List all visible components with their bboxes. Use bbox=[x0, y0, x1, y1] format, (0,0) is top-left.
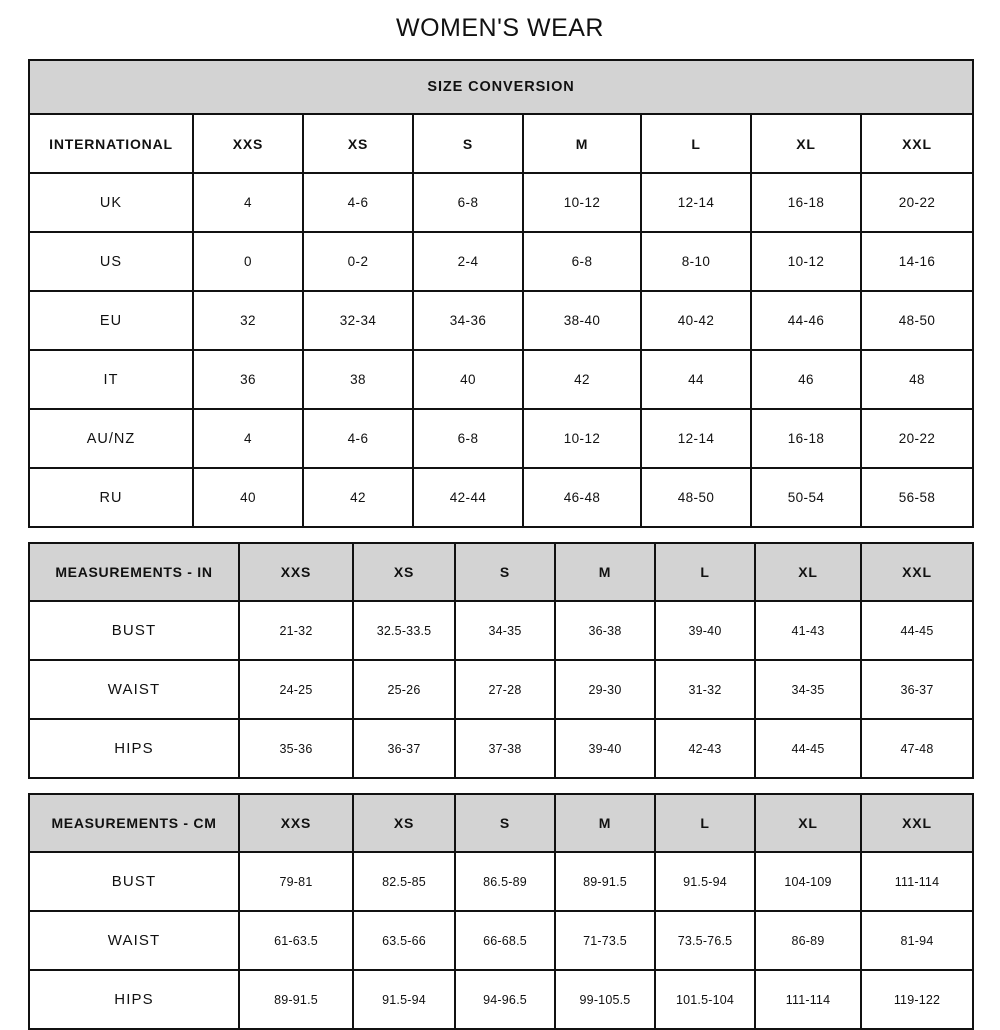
table-cell: 46-48 bbox=[523, 468, 641, 527]
table-cell: 2-4 bbox=[413, 232, 523, 291]
size-conversion-header-row bbox=[29, 114, 973, 173]
column-header-measurements-cm: MEASUREMENTS - CM bbox=[29, 794, 239, 852]
table-row bbox=[29, 719, 973, 778]
table-cell: 42-44 bbox=[413, 468, 523, 527]
table-row bbox=[29, 852, 973, 911]
row-label: BUST bbox=[29, 852, 239, 911]
table-cell: 16-18 bbox=[751, 173, 861, 232]
table-cell: 35-36 bbox=[239, 719, 353, 778]
table-cell: 10-12 bbox=[523, 173, 641, 232]
column-header-l: L bbox=[641, 114, 751, 173]
table-cell: 31-32 bbox=[655, 660, 755, 719]
table-row bbox=[29, 660, 973, 719]
table-cell: 101.5-104 bbox=[655, 970, 755, 1029]
table-cell: 63.5-66 bbox=[353, 911, 455, 970]
table-cell: 94-96.5 bbox=[455, 970, 555, 1029]
table-cell: 42 bbox=[303, 468, 413, 527]
table-cell: 56-58 bbox=[861, 468, 973, 527]
table-cell: 21-32 bbox=[239, 601, 353, 660]
column-header-m: M bbox=[523, 114, 641, 173]
table-cell: 34-36 bbox=[413, 291, 523, 350]
table-cell: 41-43 bbox=[755, 601, 861, 660]
table-cell: 38 bbox=[303, 350, 413, 409]
table-cell: 27-28 bbox=[455, 660, 555, 719]
measurements-inches-header-row bbox=[29, 543, 973, 601]
row-label: EU bbox=[29, 291, 193, 350]
column-header-xxl: XXL bbox=[861, 794, 973, 852]
measurements-centimeters-table bbox=[28, 793, 974, 1030]
table-cell: 111-114 bbox=[755, 970, 861, 1029]
table-row bbox=[29, 468, 973, 527]
table-row bbox=[29, 911, 973, 970]
table-cell: 44-45 bbox=[755, 719, 861, 778]
table-cell: 36-37 bbox=[353, 719, 455, 778]
table-cell: 36 bbox=[193, 350, 303, 409]
table-row bbox=[29, 409, 973, 468]
table-cell: 16-18 bbox=[751, 409, 861, 468]
row-label: RU bbox=[29, 468, 193, 527]
table-cell: 40 bbox=[413, 350, 523, 409]
table-cell: 86.5-89 bbox=[455, 852, 555, 911]
column-header-xxs: XXS bbox=[239, 794, 353, 852]
table-cell: 20-22 bbox=[861, 173, 973, 232]
column-header-xl: XL bbox=[755, 794, 861, 852]
table-cell: 44 bbox=[641, 350, 751, 409]
column-header-xs: XS bbox=[353, 543, 455, 601]
column-header-xl: XL bbox=[751, 114, 861, 173]
table-row bbox=[29, 291, 973, 350]
row-label: UK bbox=[29, 173, 193, 232]
table-cell: 111-114 bbox=[861, 852, 973, 911]
table-cell: 0-2 bbox=[303, 232, 413, 291]
column-header-international: INTERNATIONAL bbox=[29, 114, 193, 173]
column-header-xxs: XXS bbox=[193, 114, 303, 173]
table-cell: 61-63.5 bbox=[239, 911, 353, 970]
table-cell: 86-89 bbox=[755, 911, 861, 970]
table-cell: 46 bbox=[751, 350, 861, 409]
column-header-xs: XS bbox=[353, 794, 455, 852]
table-cell: 34-35 bbox=[755, 660, 861, 719]
table-cell: 14-16 bbox=[861, 232, 973, 291]
table-row bbox=[29, 601, 973, 660]
table-cell: 29-30 bbox=[555, 660, 655, 719]
column-header-xs: XS bbox=[303, 114, 413, 173]
size-conversion-banner: SIZE CONVERSION bbox=[29, 60, 973, 114]
column-header-l: L bbox=[655, 794, 755, 852]
table-cell: 91.5-94 bbox=[655, 852, 755, 911]
size-conversion-banner-row bbox=[29, 60, 973, 114]
column-header-m: M bbox=[555, 794, 655, 852]
table-cell: 4-6 bbox=[303, 409, 413, 468]
table-cell: 4 bbox=[193, 409, 303, 468]
table-cell: 10-12 bbox=[751, 232, 861, 291]
column-header-s: S bbox=[413, 114, 523, 173]
column-header-l: L bbox=[655, 543, 755, 601]
column-header-xl: XL bbox=[755, 543, 861, 601]
table-cell: 12-14 bbox=[641, 409, 751, 468]
measurements-inches-table bbox=[28, 542, 974, 779]
table-cell: 50-54 bbox=[751, 468, 861, 527]
table-cell: 32.5-33.5 bbox=[353, 601, 455, 660]
table-cell: 4-6 bbox=[303, 173, 413, 232]
row-label: US bbox=[29, 232, 193, 291]
size-conversion-table bbox=[28, 59, 974, 528]
table-cell: 44-46 bbox=[751, 291, 861, 350]
column-header-xxl: XXL bbox=[861, 114, 973, 173]
table-cell: 32-34 bbox=[303, 291, 413, 350]
table-cell: 20-22 bbox=[861, 409, 973, 468]
row-label: WAIST bbox=[29, 911, 239, 970]
table-cell: 39-40 bbox=[655, 601, 755, 660]
table-cell: 47-48 bbox=[861, 719, 973, 778]
table-cell: 81-94 bbox=[861, 911, 973, 970]
table-cell: 91.5-94 bbox=[353, 970, 455, 1029]
column-header-m: M bbox=[555, 543, 655, 601]
table-row bbox=[29, 350, 973, 409]
table-cell: 12-14 bbox=[641, 173, 751, 232]
table-cell: 6-8 bbox=[413, 409, 523, 468]
table-cell: 99-105.5 bbox=[555, 970, 655, 1029]
table-cell: 66-68.5 bbox=[455, 911, 555, 970]
table-cell: 42 bbox=[523, 350, 641, 409]
table-cell: 71-73.5 bbox=[555, 911, 655, 970]
table-cell: 32 bbox=[193, 291, 303, 350]
table-cell: 104-109 bbox=[755, 852, 861, 911]
row-label: WAIST bbox=[29, 660, 239, 719]
table-cell: 25-26 bbox=[353, 660, 455, 719]
column-header-s: S bbox=[455, 794, 555, 852]
column-header-xxl: XXL bbox=[861, 543, 973, 601]
table-cell: 89-91.5 bbox=[555, 852, 655, 911]
table-cell: 4 bbox=[193, 173, 303, 232]
column-header-measurements-in: MEASUREMENTS - IN bbox=[29, 543, 239, 601]
table-cell: 6-8 bbox=[523, 232, 641, 291]
table-cell: 42-43 bbox=[655, 719, 755, 778]
table-cell: 79-81 bbox=[239, 852, 353, 911]
table-cell: 38-40 bbox=[523, 291, 641, 350]
column-header-s: S bbox=[455, 543, 555, 601]
table-cell: 39-40 bbox=[555, 719, 655, 778]
table-cell: 40 bbox=[193, 468, 303, 527]
table-cell: 48-50 bbox=[641, 468, 751, 527]
table-cell: 119-122 bbox=[861, 970, 973, 1029]
row-label: HIPS bbox=[29, 719, 239, 778]
table-cell: 36-37 bbox=[861, 660, 973, 719]
table-cell: 44-45 bbox=[861, 601, 973, 660]
row-label: IT bbox=[29, 350, 193, 409]
page-title: WOMEN'S WEAR bbox=[396, 14, 604, 42]
table-row bbox=[29, 173, 973, 232]
table-cell: 10-12 bbox=[523, 409, 641, 468]
row-label: AU/NZ bbox=[29, 409, 193, 468]
table-cell: 48 bbox=[861, 350, 973, 409]
table-cell: 8-10 bbox=[641, 232, 751, 291]
table-cell: 36-38 bbox=[555, 601, 655, 660]
table-cell: 6-8 bbox=[413, 173, 523, 232]
column-header-xxs: XXS bbox=[239, 543, 353, 601]
table-cell: 73.5-76.5 bbox=[655, 911, 755, 970]
row-label: BUST bbox=[29, 601, 239, 660]
table-cell: 82.5-85 bbox=[353, 852, 455, 911]
measurements-centimeters-header-row bbox=[29, 794, 973, 852]
table-cell: 34-35 bbox=[455, 601, 555, 660]
table-row bbox=[29, 232, 973, 291]
table-cell: 37-38 bbox=[455, 719, 555, 778]
table-cell: 0 bbox=[193, 232, 303, 291]
table-cell: 40-42 bbox=[641, 291, 751, 350]
row-label: HIPS bbox=[29, 970, 239, 1029]
table-cell: 24-25 bbox=[239, 660, 353, 719]
table-cell: 48-50 bbox=[861, 291, 973, 350]
table-cell: 89-91.5 bbox=[239, 970, 353, 1029]
